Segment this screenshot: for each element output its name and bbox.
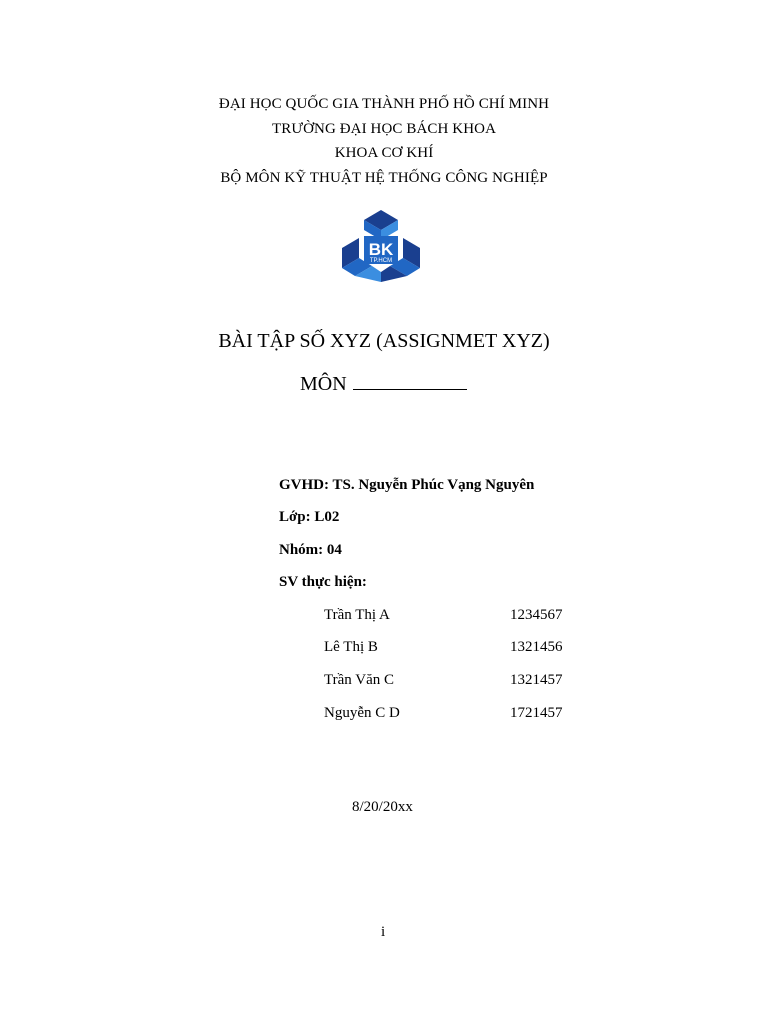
- student-id: 1234567: [510, 607, 563, 623]
- students-label: SV thực hiện:: [279, 574, 367, 590]
- logo-text-sub: TP.HCM: [369, 258, 393, 264]
- header-line-department: BỘ MÔN KỸ THUẬT HỆ THỐNG CÔNG NGHIỆP: [220, 169, 548, 186]
- subject-blank: [353, 370, 467, 390]
- student-name: Trần Thị A: [324, 607, 390, 623]
- document-date: 8/20/20xx: [352, 799, 413, 815]
- class-line: Lớp: L02: [279, 509, 340, 525]
- student-id: 1321457: [510, 672, 563, 688]
- student-name: Nguyễn C D: [324, 705, 400, 721]
- page-number: i: [381, 924, 386, 940]
- logo-text-main: BK: [368, 240, 394, 259]
- student-name: Lê Thị B: [324, 639, 378, 655]
- instructor-line: GVHD: TS. Nguyễn Phúc Vạng Nguyên: [279, 477, 535, 493]
- university-logo: [342, 210, 420, 282]
- header-line-school: TRƯỜNG ĐẠI HỌC BÁCH KHOA: [271, 120, 497, 137]
- subject-label: MÔN: [300, 373, 347, 395]
- group-line: Nhóm: 04: [279, 542, 342, 558]
- header-line-university: ĐẠI HỌC QUỐC GIA THÀNH PHỐ HỒ CHÍ MINH: [218, 96, 550, 112]
- subject-line: [300, 370, 467, 397]
- student-id: 1721457: [510, 705, 563, 721]
- university-header: [0, 92, 768, 190]
- student-id: 1321456: [510, 639, 563, 655]
- student-name: Trần Văn C: [324, 672, 395, 688]
- assignment-title: BÀI TẬP SỐ XYZ (ASSIGNMET XYZ): [218, 330, 550, 352]
- header-line-faculty: KHOA CƠ KHÍ: [334, 145, 434, 161]
